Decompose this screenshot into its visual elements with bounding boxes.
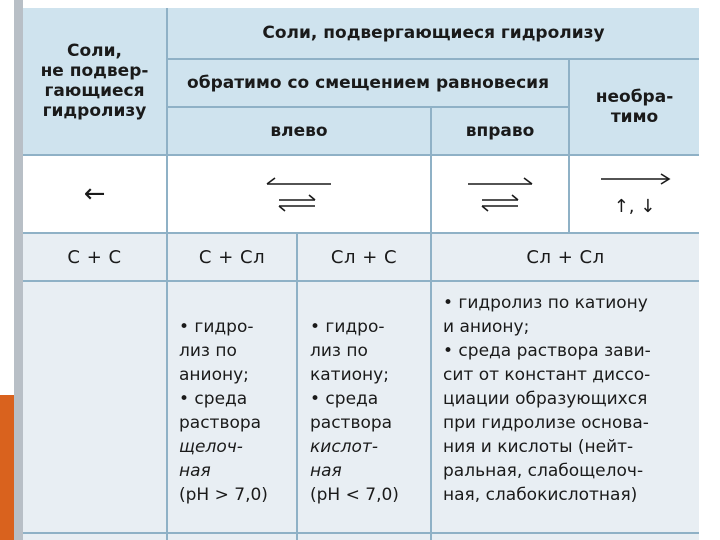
symbol-cell-1 xyxy=(23,156,166,232)
up-down-arrows-icon: ↑, ↓ xyxy=(613,195,656,217)
symbol-cell-3 xyxy=(432,156,568,232)
divider xyxy=(430,108,432,540)
formula-col1: С + С xyxy=(67,246,122,268)
divider xyxy=(23,532,699,534)
header-left: влево xyxy=(168,108,430,154)
divider xyxy=(568,60,570,234)
formula-col3: Сл + С xyxy=(330,246,398,268)
equilibrium-right-icon xyxy=(460,174,540,214)
symbol-cell-2 xyxy=(168,156,430,232)
divider xyxy=(23,232,699,234)
description-col2: • гидро- лиз по аниону; • среда раствора щелоч- ная (pH > 7,0) xyxy=(179,317,268,505)
hydrolysis-table xyxy=(23,8,699,540)
divider xyxy=(168,106,570,108)
description-col4: • гидролиз по катиону и аниону; • среда раствора зави- сит от констант диссо- циации образующихся при гидролизе основа- ния и кислоты (нейт- ральная, слабощелоч- ная, слабокислотная) xyxy=(443,293,651,505)
left-gray-strip xyxy=(14,0,23,540)
divider xyxy=(23,280,699,282)
header-irreversible: необра- тимо xyxy=(570,60,699,154)
description-col3: • гидро- лиз по катиону; • среда раствора кислот- ная (pH < 7,0) xyxy=(310,317,399,505)
header-hydrolysis: Соли, подвергающиеся гидролизу xyxy=(168,8,699,58)
left-arrow-icon: ← xyxy=(83,179,106,209)
header-no-hydrolysis: Соли, не подвер- гающиеся гидролизу xyxy=(23,8,166,154)
divider xyxy=(168,58,699,60)
symbol-cell-4 xyxy=(570,156,699,232)
equilibrium-left-icon xyxy=(259,174,339,214)
divider xyxy=(23,154,699,156)
irreversible-arrow-icon xyxy=(595,172,675,186)
formula-col4: Сл + Сл xyxy=(526,246,605,268)
orange-accent-bar xyxy=(0,395,14,540)
formula-col2: С + Сл xyxy=(198,246,266,268)
header-reversible: обратимо со смещением равновесия xyxy=(168,60,568,106)
header-right: вправо xyxy=(432,108,568,154)
divider xyxy=(166,8,168,540)
